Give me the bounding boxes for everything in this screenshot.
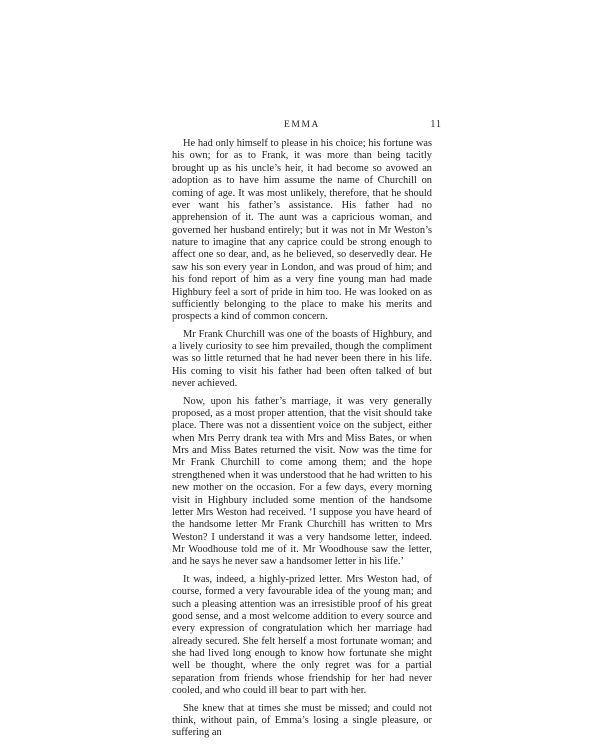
page-number: 11	[430, 119, 442, 130]
paragraph: She knew that at times she must be missed; and could not think, without pain, of Emma’s losing a single pleasure, or suffering an	[172, 702, 432, 739]
paragraph: Now, upon his father’s marriage, it was very generally proposed, as a most proper attention, that the visit should take place. There was not a dissentient voice on the subject, either when Mrs Perry drank tea with Mrs and Miss Bates, or when Mrs and Miss Bates returned the visit. Now was the time for Mr Frank Churchill to come among them; and the hope strengthened when it was understood that he had written to his new mother on the occasion. For a few days, every morning visit in Highbury included some mention of the handsome letter Mrs Weston had received. ‘I suppose you have heard of the handsome letter Mr Frank Churchill has written to Mrs Weston? I understand it was a very handsome letter, indeed. Mr Woodhouse told me of it. Mr Woodhouse saw the letter, and he says he never saw a handsomer letter in his life.’	[172, 395, 432, 568]
body-text	[172, 138, 432, 740]
running-head-title: EMMA	[284, 120, 320, 130]
paragraph: Mr Frank Churchill was one of the boasts of Highbury, and a lively curiosity to see him prevailed, though the compliment was so little returned that he had never been there in his life. His coming to visit his father had been often talked of but never achieved.	[172, 328, 432, 390]
paragraph: He had only himself to please in his choice; his fortune was his own; for as to Frank, it was more than being tacitly brought up as his uncle’s heir, it had become so avowed an adoption as to have him assume the name of Churchill on coming of age. It was most unlikely, therefore, that he should ever want his father’s assistance. His father had no apprehension of it. The aunt was a capricious woman, and governed her husband entirely; but it was not in Mr Weston’s nature to imagine that any caprice could be strong enough to affect one so dear, and, as he believed, so deservedly dear. He saw his son every year in London, and was proud of him; and his fond report of him as a very fine young man had made Highbury feel a sort of pride in him too. He was looked on as sufficiently belonging to the place to make his merits and prospects a kind of common concern.	[172, 138, 432, 323]
paragraph: It was, indeed, a highly-prized letter. Mrs Weston had, of course, formed a very favourable idea of the young man; and such a pleasing attention was an irresistible proof of his great good sense, and a most welcome addition to every source and every expression of congratulation which her marriage had already secured. She felt herself a most fortunate woman; and she had lived long enough to know how fortunate she might well be thought, where the only regret was for a partial separation from friends whose friendship for her had never cooled, and who could ill bear to part with her.	[172, 573, 432, 697]
